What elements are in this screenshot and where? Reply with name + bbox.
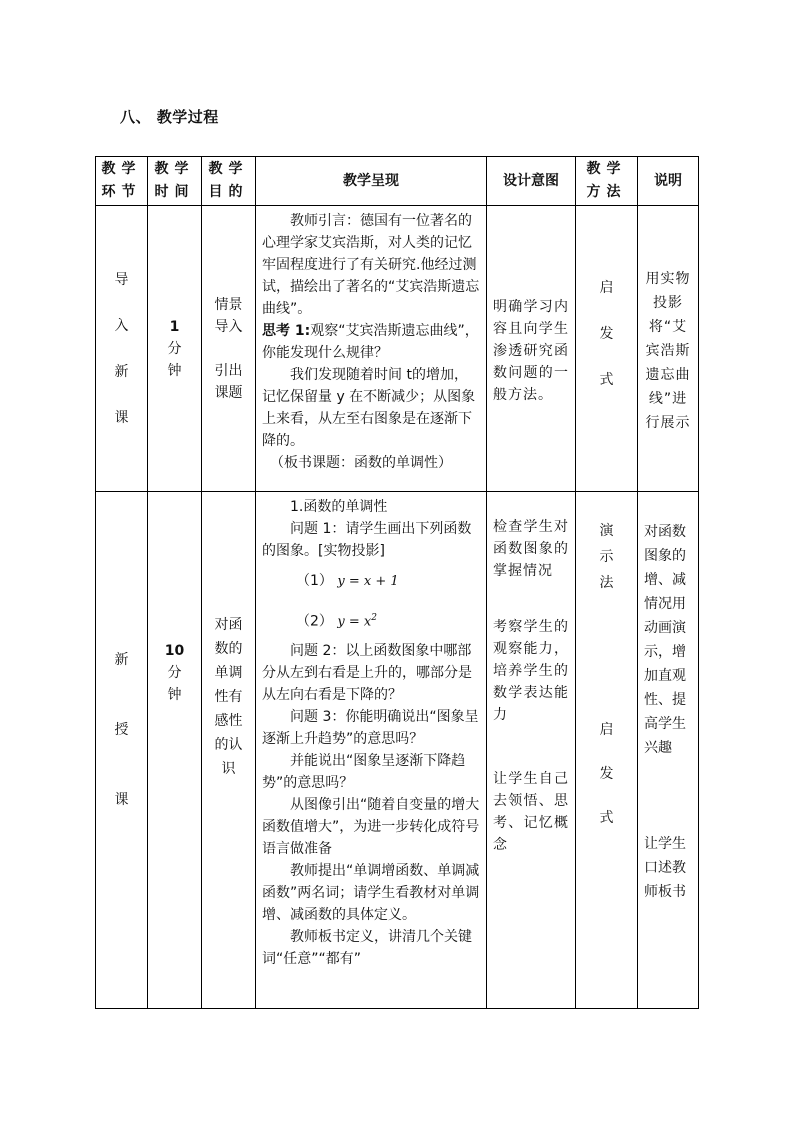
observation-text: 我们发现随着时间 t的增加，记忆保留量 y 在不断减少；从图象上来看，从左至右图象是在逐渐下降的。 bbox=[262, 367, 476, 449]
table-row-new-lesson bbox=[96, 492, 699, 1009]
question-3b: 并能说出“图象呈逐渐下降趋势”的意思吗？ bbox=[262, 752, 466, 791]
table-row-intro bbox=[96, 206, 699, 492]
purpose-cell: 对函数的单调性有感性的认识 bbox=[202, 492, 256, 1009]
topic-title: 1.函数的单调性 bbox=[290, 499, 388, 515]
intent-cell: 明确学习内容且向学生渗透研究函数问题的一般方法。 bbox=[487, 206, 576, 492]
note-cell: 对函数图象的增、减情况用动画演示，增加直观性、提高学生兴趣 让学生口述教师板书 bbox=[638, 492, 699, 1009]
question-3: 问题 3：你能明确说出“图象呈逐渐上升趋势”的意思吗？ bbox=[262, 708, 479, 747]
col-header-note: 说明 bbox=[638, 157, 699, 206]
think-question: 思考 1:观察“艾宾浩斯遗忘曲线”，你能发现什么规律？ bbox=[262, 323, 479, 361]
lesson-process-table bbox=[95, 156, 699, 1009]
purpose-cell: 情景 导入 引出 课题 bbox=[202, 206, 256, 492]
content-cell bbox=[256, 206, 487, 492]
col-header-intent: 设计意图 bbox=[487, 157, 576, 206]
intent-cell: 检查学生对函数图象的掌握情况 考察学生的观察能力，培养学生的数学表达能力 让学生自己去领悟、思考、记忆概念 bbox=[487, 492, 576, 1009]
col-header-content: 教学呈现 bbox=[256, 157, 487, 206]
time-cell: 10 分 钟 bbox=[148, 492, 202, 1009]
formula-1: （1） y = x + 1 bbox=[296, 573, 399, 589]
content-cell bbox=[256, 492, 487, 1009]
stage-cell: 导 入 新 课 bbox=[96, 206, 148, 492]
col-header-time: 教学 时间 bbox=[148, 157, 202, 206]
question-1: 问题 1：请学生画出下列函数的图象。[实物投影] bbox=[262, 521, 472, 559]
question-2: 问题 2：以上函数图象中哪部分从左到右看是上升的，哪部分是从左向右看是下降的？ bbox=[262, 642, 472, 703]
col-header-stage: 教学 环节 bbox=[96, 157, 148, 206]
col-header-method: 教学 方法 bbox=[576, 157, 638, 206]
board-title: （板书课题：函数的单调性） bbox=[270, 455, 452, 471]
section-heading: 八、 教学过程 bbox=[120, 108, 219, 126]
keyword-note: 教师板书定义，讲清几个关键词“任意”“都有” bbox=[262, 928, 472, 967]
col-header-purpose: 教学 目的 bbox=[202, 157, 256, 206]
stage-cell: 新 授 课 bbox=[96, 492, 148, 1009]
definition-intro: 教师提出“单调增函数、单调减函数”两名词；请学生看教材对单调增、减函数的具体定义。 bbox=[262, 862, 480, 923]
formula-2: （2） $y = x^2$ bbox=[296, 613, 377, 630]
method-cell: 演 示 法 启 发 式 bbox=[576, 492, 638, 1009]
method-cell: 启 发 式 bbox=[576, 206, 638, 492]
note-cell: 用实物投影将“艾宾浩斯遗忘曲线”进行展示 bbox=[638, 206, 699, 492]
intro-text: 教师引言：德国有一位著名的心理学家艾宾浩斯，对人类的记忆牢固程度进行了有关研究.他经过测试，描绘出了著名的“艾宾浩斯遗忘曲线”。 bbox=[262, 213, 480, 317]
time-cell: 1 分 钟 bbox=[148, 206, 202, 492]
concept-intro: 从图像引出“随着自变量的增大函数值增大”，为进一步转化成符号语言做准备 bbox=[262, 796, 480, 857]
header-row bbox=[96, 157, 699, 206]
